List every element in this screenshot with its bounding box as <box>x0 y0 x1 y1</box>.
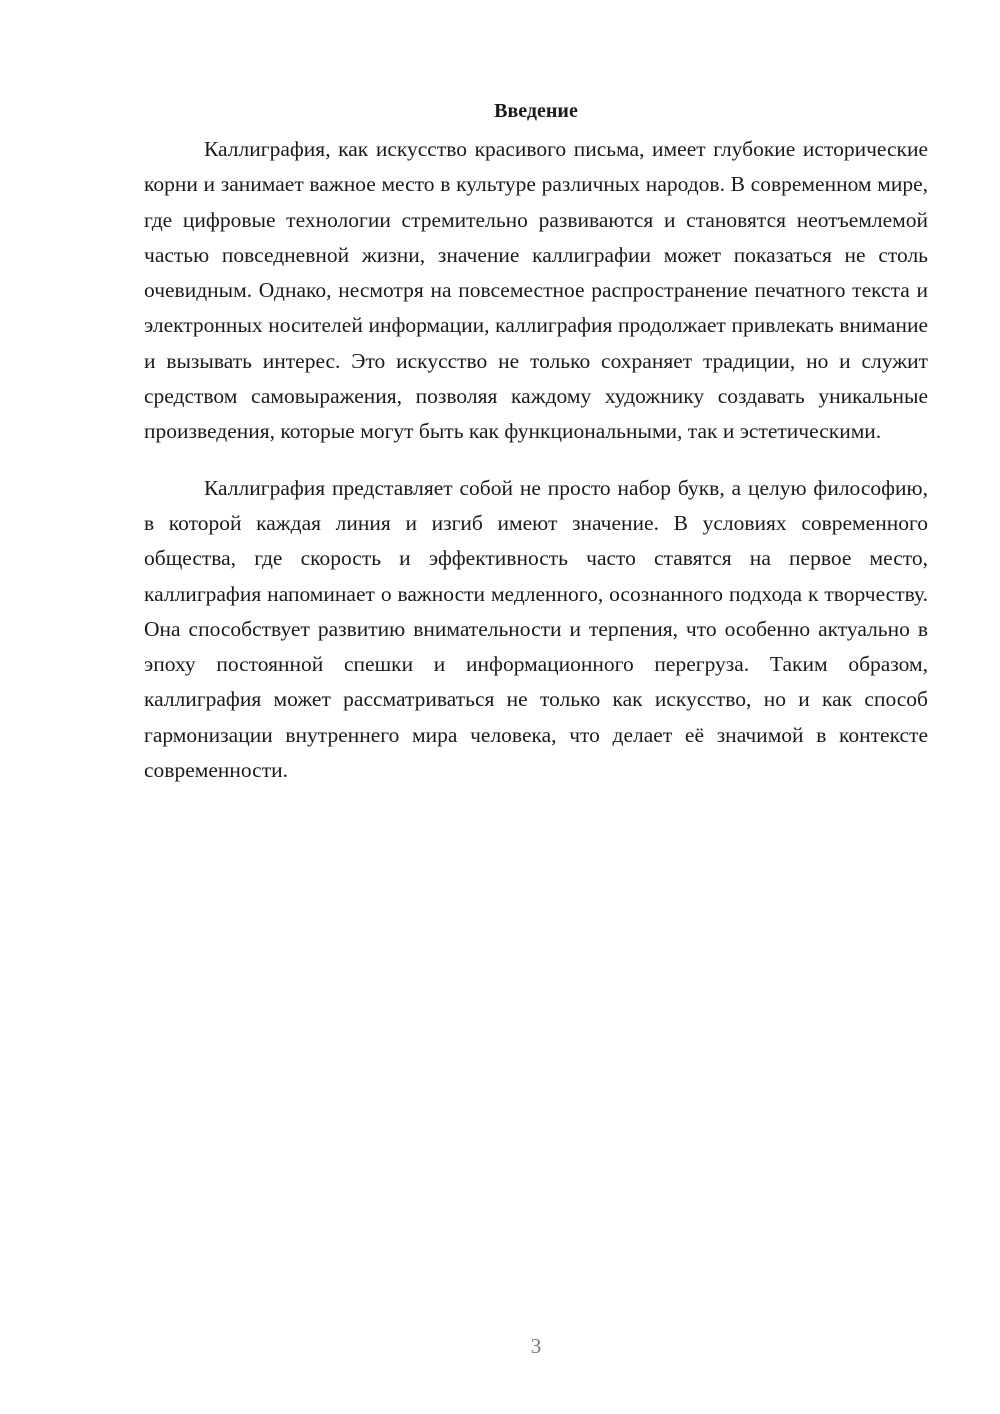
paragraph-1: Каллиграфия, как искусство красивого письма, имеет глубокие исторические корни и занимает важное место в культуре различных народов. В современном мире, где цифровые технологии стремительно развиваются и становятся неотъемлемой частью повседневной жизни, значение каллиграфии может показаться не столь очевидным. Однако, несмотря на повсеместное распространение печатного текста и электронных носителей информации, каллиграфия продолжает привлекать внимание и вызывать интерес. Это искусство не только сохраняет традиции, но и служит средством самовыражения, позволяя каждому художнику создавать уникальные произведения, которые могут быть как функциональными, так и эстетическими. <box>144 137 928 444</box>
document-body <box>144 96 928 788</box>
section-heading: Введение <box>494 100 578 122</box>
paragraph-2: Каллиграфия представляет собой не просто набор букв, а целую философию, в которой каждая линия и изгиб имеют значение. В условиях современного общества, где скорость и эффективность часто ставятся на первое место, каллиграфия напоминает о важности медленного, осознанного подхода к творчеству. Она способствует развитию внимательности и терпения, что особенно актуально в эпоху постоянной спешки и информационного перегруза. Таким образом, каллиграфия может рассматриваться не только как искусство, но и как способ гармонизации внутреннего мира человека, что делает её значимой в контексте современности. <box>144 475 928 783</box>
page-number: 3 <box>530 1334 542 1358</box>
